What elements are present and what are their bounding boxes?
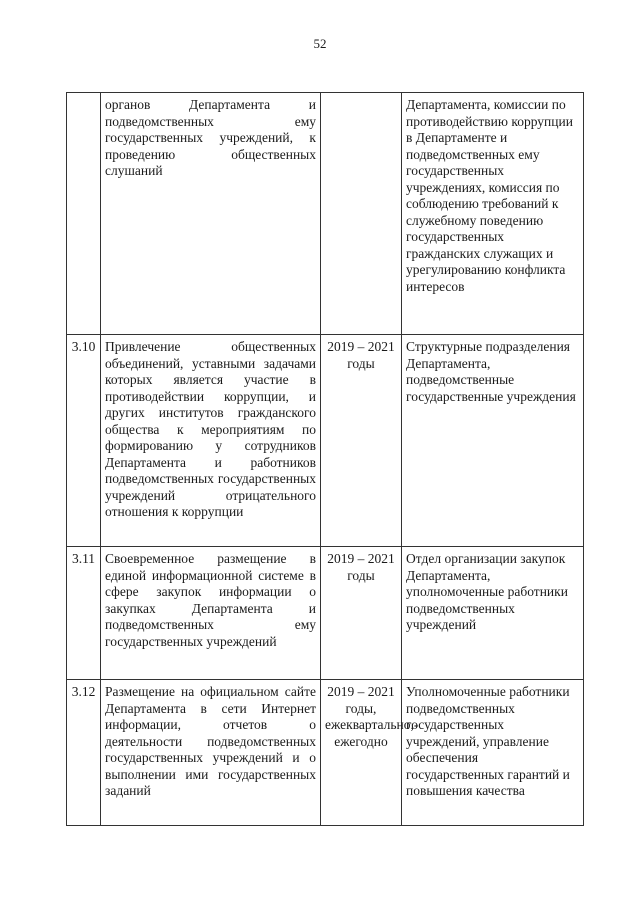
row-number: 3.11: [67, 547, 101, 680]
row-activity: Размещение на официальном сайте Департамента в сети Интернет информации, отчетов о деятельности подведомственных государственных учреждений и о выполнении ими государственных заданий: [101, 680, 321, 826]
row-number: 3.10: [67, 335, 101, 547]
row-responsible: Департамента, комиссии по противодействию коррупции в Департаменте и подведомственных ему государственных учреждениях, комиссия по соблюдению требований к служебному поведению государственных гражданских служащих и урегулированию конфликта интересов: [402, 93, 584, 335]
row-term: [321, 93, 402, 335]
table-row: [67, 547, 584, 680]
row-term: 2019 – 2021 годы: [321, 547, 402, 680]
row-responsible: Отдел организации закупок Департамента, уполномоченные работники подведомственных учреждений: [402, 547, 584, 680]
row-responsible: Структурные подразделения Департамента, подведомственные государственные учреждения: [402, 335, 584, 547]
row-responsible: Уполномоченные работники подведомственных государственных учреждений, управление обеспечения государственных гарантий и повышения качества: [402, 680, 584, 826]
table-row: [67, 680, 584, 826]
row-term: 2019 – 2021 годы: [321, 335, 402, 547]
row-activity: Привлечение общественных объединений, уставными задачами которых является участие в противодействии коррупции, и других институтов гражданского общества к мероприятиям по формированию у сотрудников Департамента и работников подведомственных государственных учреждений отрицательного отношения к коррупции: [101, 335, 321, 547]
table-row: [67, 335, 584, 547]
measures-table: [66, 92, 584, 826]
row-activity: органов Департамента и подведомственных ему государственных учреждений, к проведению общественных слушаний: [101, 93, 321, 335]
row-number: [67, 93, 101, 335]
row-number: 3.12: [67, 680, 101, 826]
row-activity: Своевременное размещение в единой информационной системе в сфере закупок информации о закупках Департамента и подведомственных ему государственных учреждений: [101, 547, 321, 680]
row-term: 2019 – 2021 годы, ежеквартально,- ежегодно: [321, 680, 402, 826]
page-number: 52: [313, 36, 327, 51]
table-row: [67, 93, 584, 335]
